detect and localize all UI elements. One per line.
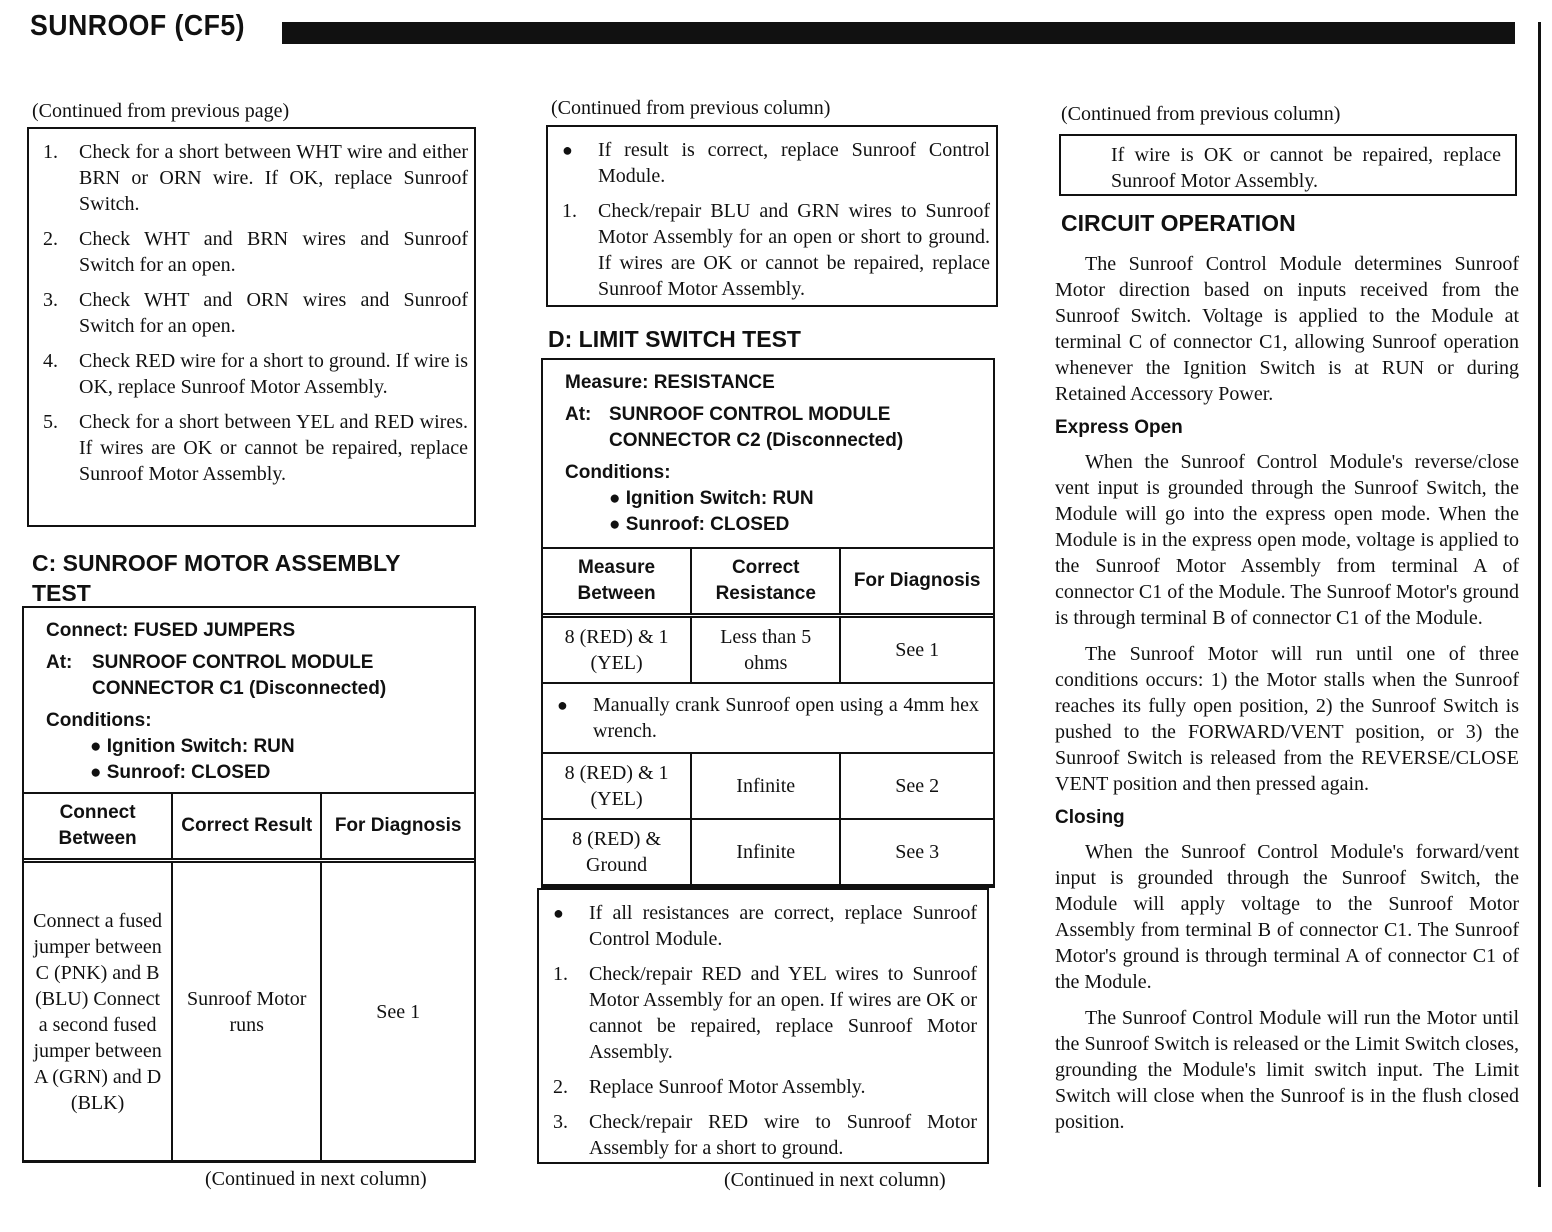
list-item: 1. Check/repair BLU and GRN wires to Sunroof Motor Assembly for an open or short to ground. If wires are OK or cannot be repaired, replace Sunroof Motor Assembly. — [562, 200, 990, 300]
test-d-conditions-label: Conditions: — [565, 462, 671, 483]
col2-steps-list — [548, 198, 990, 302]
list-item: 1. Check for a short between WHT wire and either BRN or ORN wire. If OK, replace Sunroof Switch. — [43, 141, 468, 215]
table-header: Connect Between — [23, 793, 172, 861]
test-c-box — [22, 606, 476, 1162]
closing-paragraph: When the Sunroof Control Module's forward/vent input is grounded through the Sunroof Switch, the Module will apply voltage to the Sunroof Motor Assembly from terminal B of connector C1. The Sunroof Motor's ground is through terminal A of connector C1 of the Module. — [1055, 841, 1519, 993]
table-cell: Infinite — [691, 819, 840, 885]
table-header: Correct Result — [172, 793, 321, 861]
test-d-condition: ● Ignition Switch: RUN — [609, 488, 814, 509]
test-c-connect: Connect: FUSED JUMPERS — [46, 620, 296, 641]
express-open-heading: Express Open — [1055, 417, 1183, 438]
col2-bullet-list — [548, 137, 990, 189]
page-title: SUNROOF (CF5) — [30, 10, 245, 42]
list-item: 3. Check WHT and ORN wires and Sunroof Switch for an open. — [43, 289, 468, 337]
right-margin-rule — [1538, 22, 1541, 1187]
table-cell: 8 (RED) & 1 (YEL) — [542, 616, 691, 684]
closing-heading: Closing — [1055, 807, 1125, 828]
table-row — [542, 616, 994, 684]
table-cell: 8 (RED) & Ground — [542, 819, 691, 885]
title-bar-rule — [282, 22, 1515, 44]
closing-paragraph: The Sunroof Control Module will run the Motor until the Sunroof Switch is released or the Limit Switch closes, grounding the Module's limit switch input. The Limit Switch will close when the Sunroof is in the flush closed position. — [1055, 1007, 1519, 1133]
list-item: 1. Check/repair RED and YEL wires to Sunroof Motor Assembly for an open. If wires are OK or cannot be repaired, replace Sunroof Motor Assembly. — [553, 963, 977, 1063]
list-item: 4. Check RED wire for a short to ground. If wire is OK, replace Sunroof Motor Assembly. — [43, 350, 468, 398]
table-cell: Connect a fused jumper between C (PNK) and B (BLU) Connect a second fused jumper between A (GRN) and D (BLK) — [23, 861, 172, 1163]
col1-steps-box — [27, 127, 476, 527]
test-d-heading: D: LIMIT SWITCH TEST — [548, 326, 801, 352]
test-d-at-label: At: — [565, 404, 592, 425]
col3-note-box: If wire is OK or cannot be repaired, replace Sunroof Motor Assembly. — [1059, 134, 1517, 196]
col2-continued-next: (Continued in next column) — [724, 1169, 946, 1191]
test-d-measure: Measure: RESISTANCE — [565, 372, 775, 393]
table-cell: 8 (RED) & 1 (YEL) — [542, 753, 691, 819]
col1-steps-list — [29, 139, 468, 487]
table-cell: Less than 5 ohms — [691, 616, 840, 684]
table-cell: See 1 — [840, 616, 994, 684]
test-d-bullet-list — [539, 900, 977, 952]
test-c-table — [22, 792, 476, 1163]
table-row — [542, 753, 994, 819]
test-d-condition: ● Sunroof: CLOSED — [609, 514, 790, 535]
table-header: Correct Resistance — [691, 548, 840, 616]
table-cell: See 3 — [840, 819, 994, 885]
col3-continued-from: (Continued from previous column) — [1061, 103, 1341, 125]
table-row — [23, 861, 475, 1163]
circuit-operation-heading: CIRCUIT OPERATION — [1061, 210, 1296, 236]
table-cell: See 2 — [840, 753, 994, 819]
test-d-table — [541, 547, 995, 886]
list-item: 5. Check for a short between YEL and RED wires. If wires are OK or cannot be repaired, replace Sunroof Motor Assembly. — [43, 411, 468, 485]
list-item: 2. Replace Sunroof Motor Assembly. — [553, 1076, 866, 1098]
col2-result-box — [546, 125, 998, 307]
table-row — [542, 683, 994, 753]
table-header: For Diagnosis — [321, 793, 475, 861]
list-item: ● If all resistances are correct, replace Sunroof Control Module. — [553, 902, 977, 950]
list-item: 3. Check/repair RED wire to Sunroof Motor Assembly for a short to ground. — [553, 1111, 977, 1159]
express-open-paragraph: When the Sunroof Control Module's reverse/close vent input is grounded through the Sunroof Switch, the Module will go into the express open mode. When the Module is in the express open mode, voltage is applied to the Sunroof Motor Assembly from terminal A of connector C1 of the Module. The Sunroof Motor's ground is through terminal B of connector C1 of the Module. — [1055, 451, 1519, 629]
table-row — [542, 819, 994, 885]
list-item: 2. Check WHT and BRN wires and Sunroof Switch for an open. — [43, 228, 468, 276]
circuit-operation-section — [1055, 210, 1519, 1145]
test-d-steps-list — [539, 961, 977, 1161]
test-c-condition: ● Ignition Switch: RUN — [90, 736, 295, 757]
test-d-at-value: SUNROOF CONTROL MODULE CONNECTOR C2 (Disconnected) — [609, 404, 904, 451]
test-c-at-value: SUNROOF CONTROL MODULE CONNECTOR C1 (Disconnected) — [92, 652, 387, 699]
test-d-box — [541, 358, 995, 888]
col2-continued-from: (Continued from previous column) — [551, 97, 831, 119]
test-c-heading: C: SUNROOF MOTOR ASSEMBLY TEST — [32, 550, 401, 606]
test-c-at-label: At: — [46, 652, 73, 673]
test-c-condition: ● Sunroof: CLOSED — [90, 762, 271, 783]
table-cell: Sunroof Motor runs — [172, 861, 321, 1163]
table-cell: Infinite — [691, 753, 840, 819]
test-c-conditions-label: Conditions: — [46, 710, 152, 731]
col1-continued-from: (Continued from previous page) — [32, 100, 290, 122]
circuit-intro-paragraph: The Sunroof Control Module determines Sunroof Motor direction based on inputs received from the Sunroof Switch. Voltage is applied to the Module at terminal C of connector C1, allowing Sunroof operation whenever the Ignition Switch is at RUN or during Retained Accessory Power. — [1055, 253, 1519, 405]
col1-continued-next: (Continued in next column) — [205, 1168, 427, 1190]
table-header: For Diagnosis — [840, 548, 994, 616]
express-open-paragraph: The Sunroof Motor will run until one of three conditions occurs: 1) the Motor stalls when the Sunroof reaches its fully open position, 2) the Sunroof Switch is pushed to the FORWARD/VENT position, or 3) the Sunroof Switch is released from the REVERSE/CLOSE VENT position and then pressed again. — [1055, 643, 1519, 795]
table-cell: See 1 — [321, 861, 475, 1163]
table-note-cell: ● Manually crank Sunroof open using a 4mm hex wrench. — [542, 683, 994, 753]
list-item: ● If result is correct, replace Sunroof Control Module. — [562, 139, 990, 187]
test-d-result-box — [537, 888, 989, 1164]
table-header: Measure Between — [542, 548, 691, 616]
